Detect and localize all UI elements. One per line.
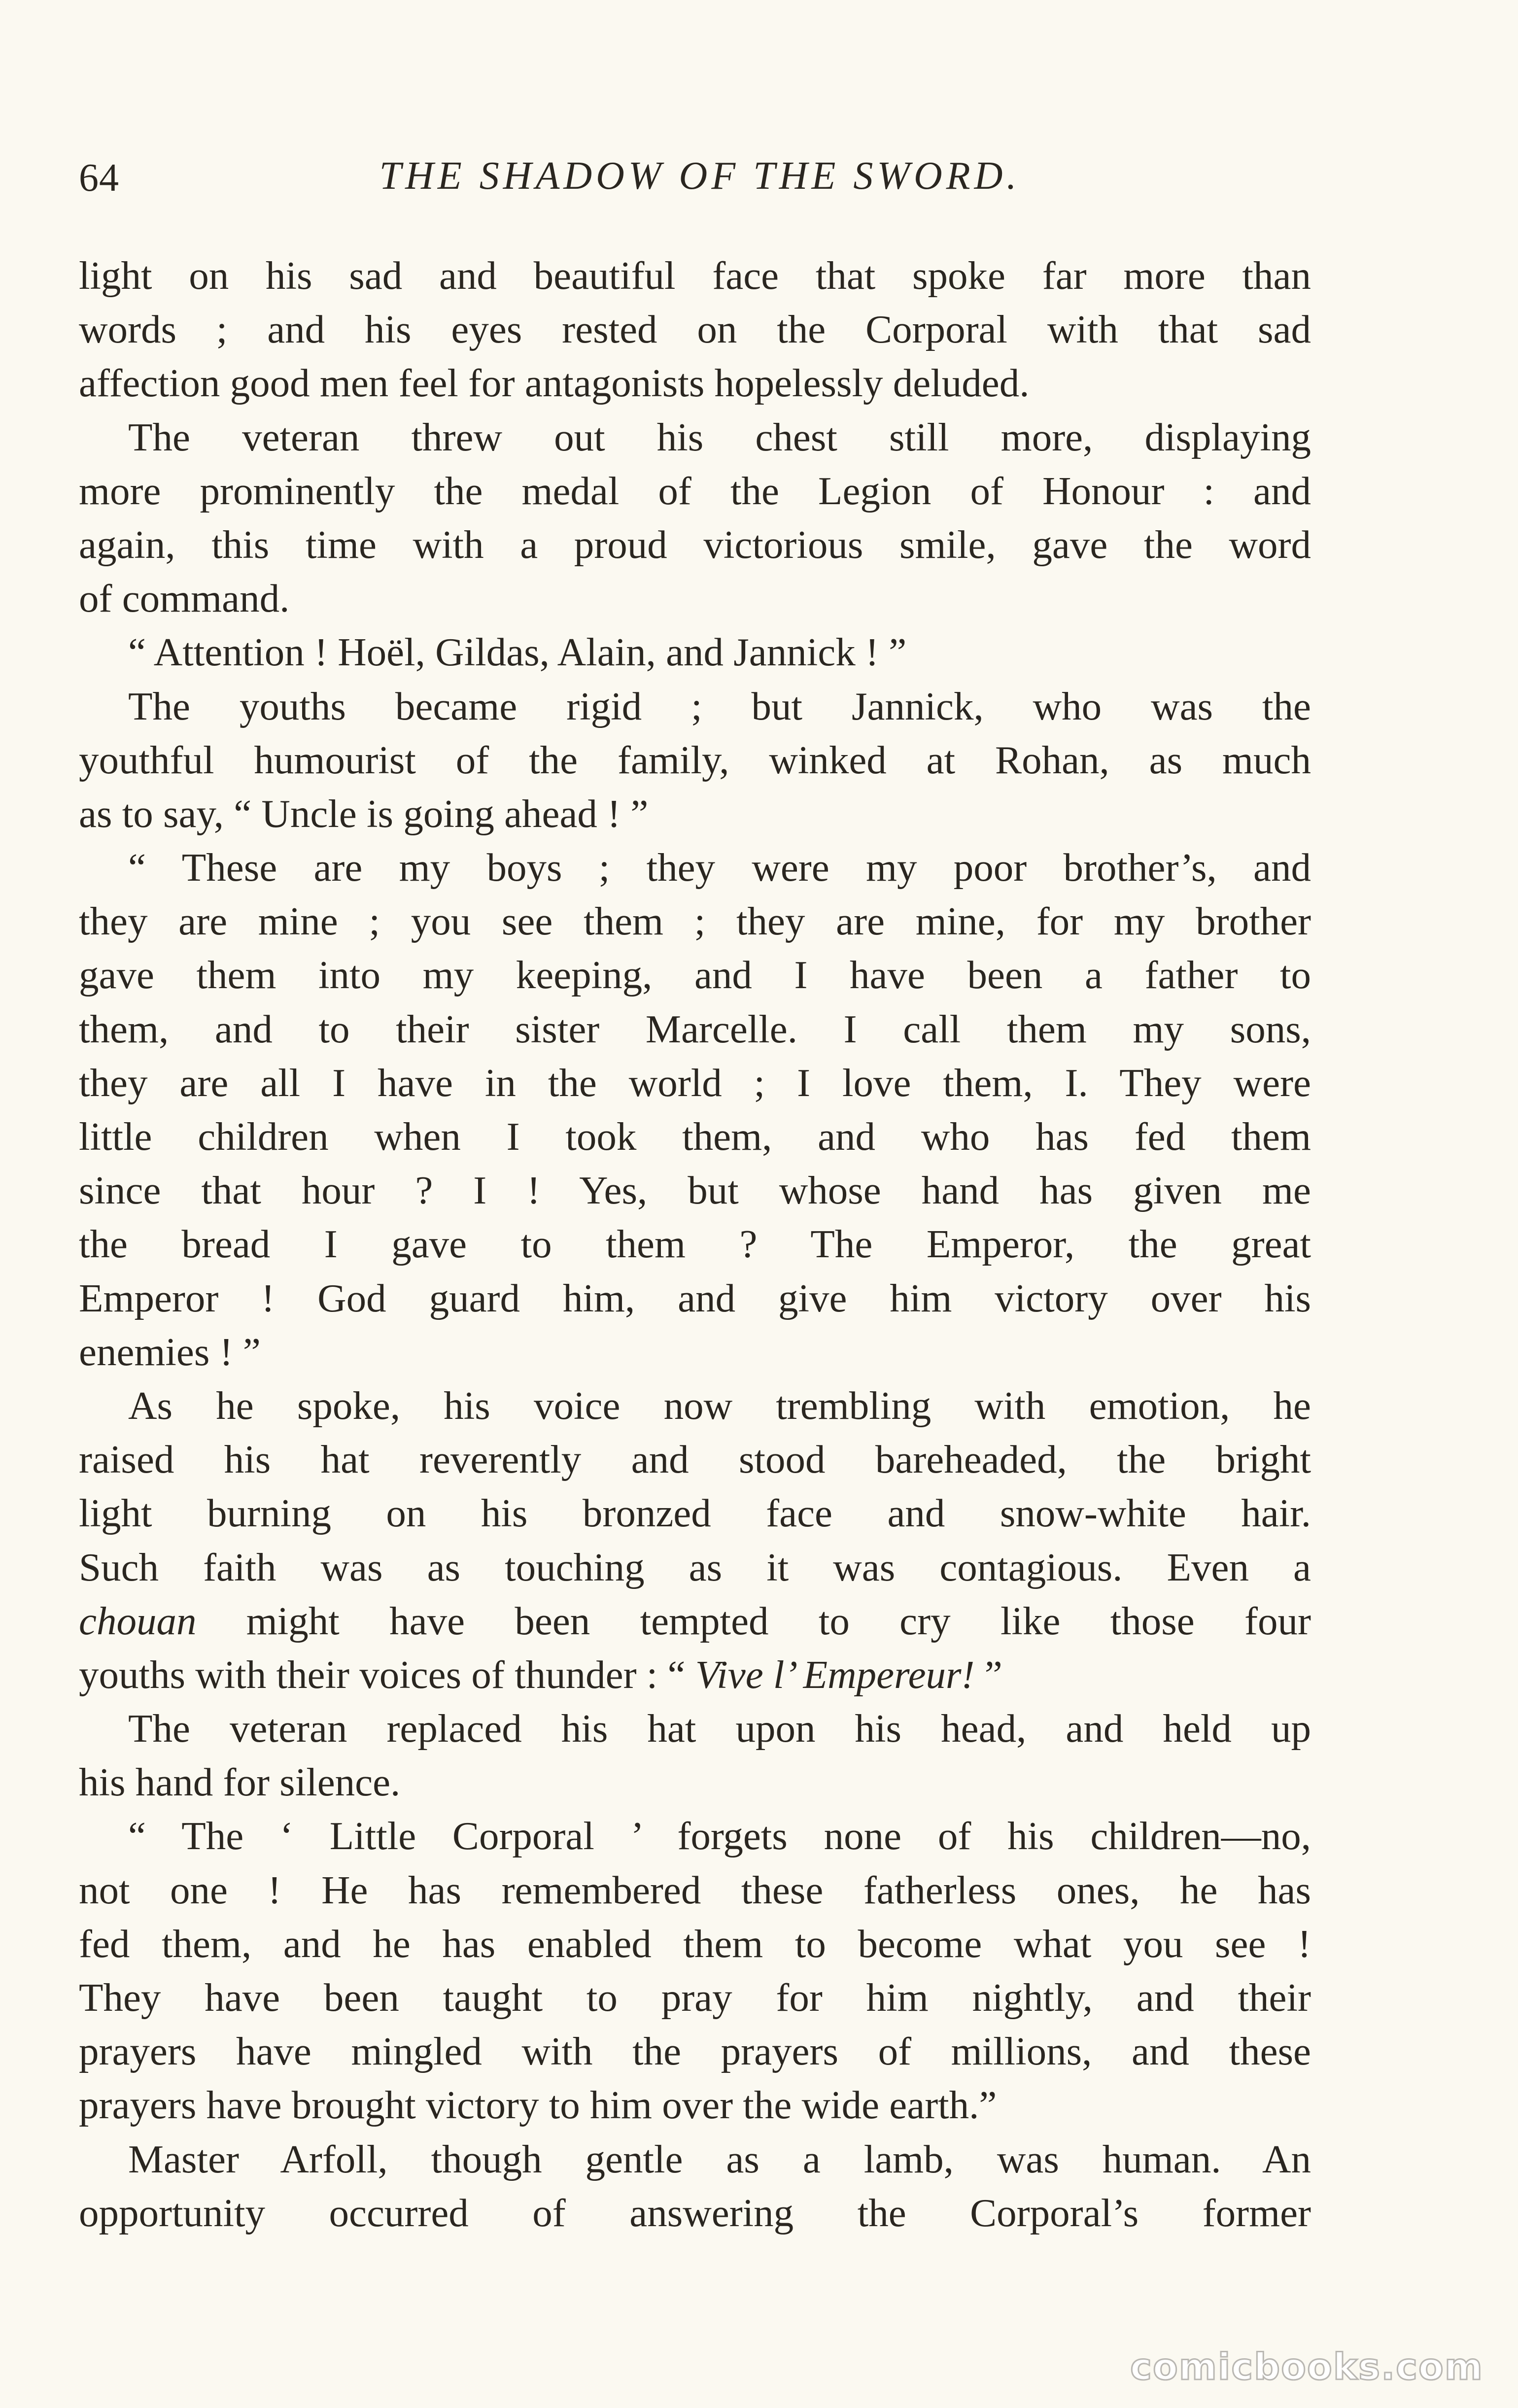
text-line: youthful humourist of the family, winked at Rohan, as much [79,737,1311,782]
running-head [79,148,1321,217]
text-line: gave them into my keeping, and I have been a father to [79,953,1311,998]
text-line: his hand for silence. [79,1760,401,1805]
text-line: they are mine ; you see them ; they are mine, for my brother [79,899,1311,944]
text-line [79,1648,1311,1702]
italic-text: Vive l’ Empereur! [695,1652,975,1697]
running-title: THE SHADOW OF THE SWORD. [379,154,1021,198]
text-line: since that hour ? I ! Yes, but whose hand has given me [79,1168,1311,1213]
page-number: 64 [79,156,119,200]
text-line: enemies ! ” [79,1329,261,1374]
text-line: prayers have mingled with the prayers of millions, and these [79,2029,1311,2074]
text-line: the bread I gave to them ? The Emperor, the great [79,1222,1311,1267]
text-line: They have been taught to pray for him nightly, and their [79,1975,1311,2020]
text-line: raised his hat reverently and stood bareheaded, the bright [79,1437,1311,1482]
text-line: not one ! He has remembered these fatherless ones, he has [79,1867,1311,1912]
text-line: opportunity occurred of answering the Corporal’s former [79,2190,1311,2235]
text-body [79,249,1311,2240]
text-line: Such faith was as touching as it was contagious. Even a [79,1545,1311,1589]
text-line: prayers have brought victory to him over the wide earth.” [79,2083,997,2128]
text-segment: ” [974,1652,1002,1697]
text-line: light on his sad and beautiful face that spoke far more than [79,253,1311,298]
text-line: again, this time with a proud victorious smile, gave the word [79,522,1311,567]
text-line [79,1594,1311,1648]
text-line: “ Attention ! Hoël, Gildas, Alain, and Jannick ! ” [128,630,907,675]
watermark-logo: comicbooks.com [1130,2346,1484,2388]
text-line: they are all I have in the world ; I love them, I. They were [79,1060,1311,1105]
text-line: As he spoke, his voice now trembling with emotion, he [128,1383,1311,1428]
text-line: fed them, and he has enabled them to become what you see ! [79,1921,1311,1966]
text-line: The youths became rigid ; but Jannick, who was the [128,684,1311,728]
text-line: “ The ‘ Little Corporal ’ forgets none of his children—no, [128,1814,1311,1858]
italic-text: chouan [79,1598,197,1643]
text-line: them, and to their sister Marcelle. I call them my sons, [79,1006,1311,1051]
text-line: The veteran threw out his chest still more, displaying [128,414,1311,459]
text-line: The veteran replaced his hat upon his head, and held up [128,1706,1311,1751]
text-segment: might have been tempted to cry like those four [196,1598,1311,1643]
text-line: light burning on his bronzed face and snow-white hair. [79,1491,1311,1536]
text-line: affection good men feel for antagonists hopelessly deluded. [79,361,1030,406]
text-line: little children when I took them, and who has fed them [79,1114,1311,1159]
text-line: “ These are my boys ; they were my poor brother’s, and [128,845,1311,890]
text-line: of command. [79,576,290,621]
text-line: as to say, “ Uncle is going ahead ! ” [79,791,649,836]
text-line: words ; and his eyes rested on the Corporal with that sad [79,307,1311,352]
text-line: Master Arfoll, though gentle as a lamb, was human. An [128,2136,1311,2181]
text-segment: youths with their voices of thunder : “ [79,1652,695,1697]
text-line: more prominently the medal of the Legion of Honour : and [79,468,1311,513]
text-line: Emperor ! God guard him, and give him victory over his [79,1275,1311,1320]
